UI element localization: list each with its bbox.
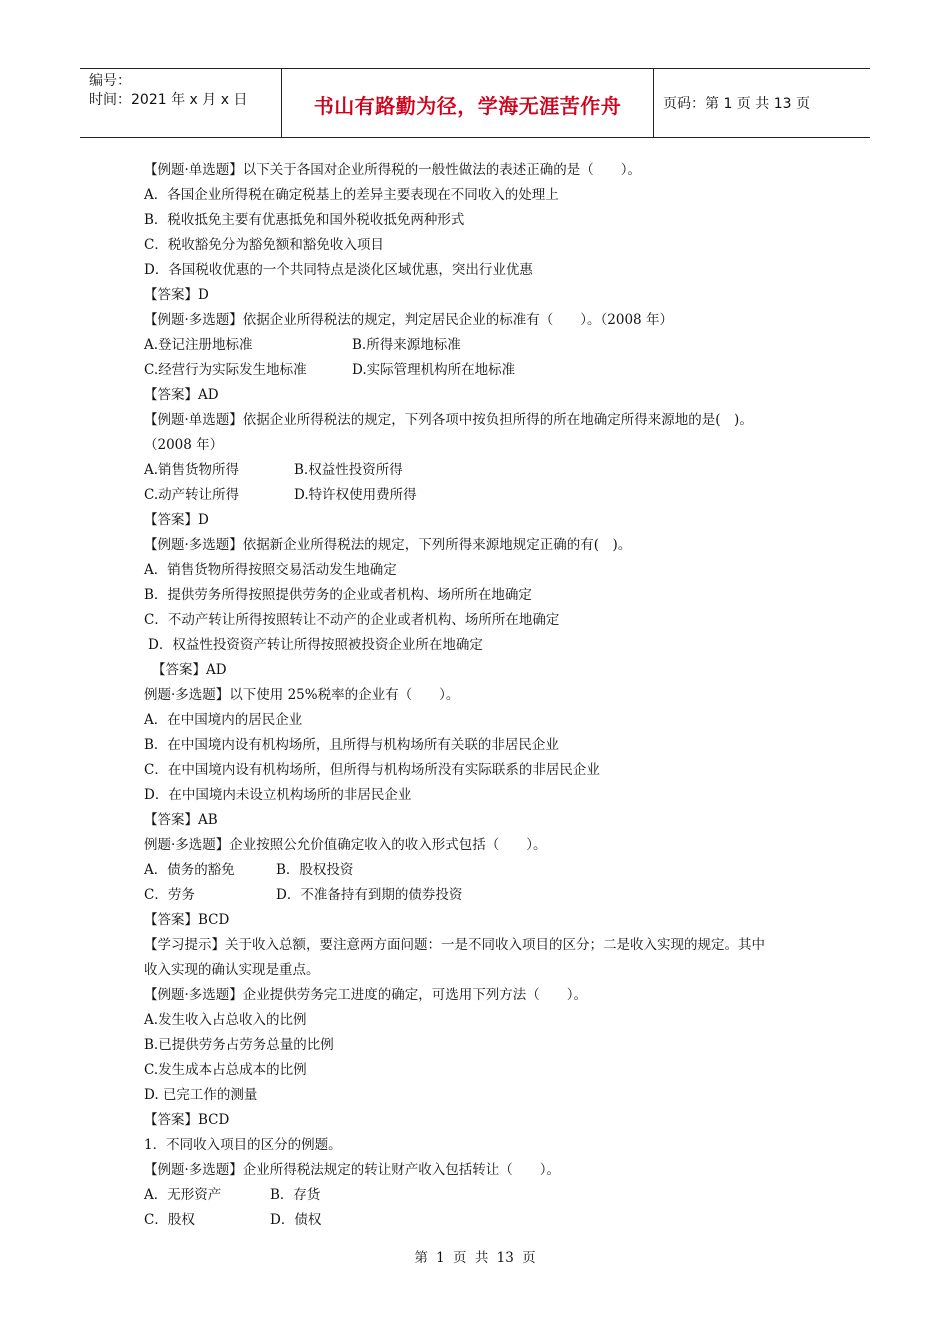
text-line: 【学习提示】关于收入总额，要注意两方面问题：一是不同收入项目的区分；二是收入实现的规定。其中: [144, 937, 765, 953]
text-line: [144, 883, 824, 908]
text-line: [144, 358, 824, 383]
text-line: 【例题·多选题】依据新企业所得税法的规定，下列所得来源地规定正确的有( )。: [144, 537, 632, 553]
text-line: 【例题·单选题】依据企业所得税法的规定，下列各项中按负担所得的所在地确定所得来源地的是( )。: [144, 412, 753, 428]
text-line: 【答案】AB: [144, 812, 218, 828]
text-line: C．不动产转让所得按照转让不动产的企业或者机构、场所所在地确定: [144, 612, 560, 628]
option-item: B.权益性投资所得: [294, 462, 403, 478]
option-item: B．存货: [270, 1187, 321, 1203]
header-meta: [80, 69, 282, 137]
text-line: B．提供劳务所得按照提供劳务的企业或者机构、场所所在地确定: [144, 587, 532, 603]
option-item: A.销售货物所得: [144, 462, 240, 478]
text-line: [144, 858, 824, 883]
text-line: C.发生成本占总成本的比例: [144, 1062, 307, 1078]
text-line: B．在中国境内设有机构场所，且所得与机构场所有关联的非居民企业: [144, 737, 559, 753]
text-line: C．在中国境内设有机构场所，但所得与机构场所没有实际联系的非居民企业: [144, 762, 600, 778]
text-line: A．在中国境内的居民企业: [144, 712, 303, 728]
text-line: 【答案】D: [144, 512, 209, 528]
text-line: 【答案】AD: [144, 387, 219, 403]
option-item: A．无形资产: [144, 1187, 222, 1203]
footer-current-page: 1: [436, 1250, 445, 1266]
page-footer: [0, 1246, 950, 1266]
text-line: A．各国企业所得税在确定税基上的差异主要表现在不同收入的处理上: [144, 187, 559, 203]
text-line: （2008 年）: [144, 437, 224, 453]
header-motto: 书山有路勤为径，学海无涯苦作舟: [282, 69, 654, 137]
text-line: 【例题·单选题】以下关于各国对企业所得税的一般性做法的表述正确的是（ ）。: [144, 162, 642, 178]
footer-part: 共: [474, 1250, 489, 1266]
text-line: D．各国税收优惠的一个共同特点是淡化区域优惠，突出行业优惠: [144, 262, 533, 278]
text-line: C．税收豁免分为豁免额和豁免收入项目: [144, 237, 384, 253]
document-body: [144, 158, 824, 1233]
text-line: [144, 1183, 824, 1208]
option-item: C．股权: [144, 1212, 195, 1228]
text-line: A．销售货物所得按照交易活动发生地确定: [144, 562, 397, 578]
text-line: D．在中国境内未设立机构场所的非居民企业: [144, 787, 412, 803]
text-line: 【答案】BCD: [144, 912, 230, 928]
text-line: 例题·多选题】以下使用 25%税率的企业有（ ）。: [144, 687, 460, 703]
text-line: 【例题·多选题】企业所得税法规定的转让财产收入包括转让（ ）。: [144, 1162, 561, 1178]
option-item: D．债权: [270, 1212, 322, 1228]
document-number-label: 编号：: [89, 73, 131, 89]
text-line: [144, 483, 824, 508]
text-line: 1．不同收入项目的区分的例题。: [144, 1137, 342, 1153]
footer-part: 页: [522, 1250, 536, 1266]
text-line: 【答案】D: [144, 287, 209, 303]
document-time: 时间：2021 年 x 月 x 日: [89, 92, 248, 108]
option-item: C.动产转让所得: [144, 487, 240, 503]
text-line: B.已提供劳务占劳务总量的比例: [144, 1037, 334, 1053]
option-item: C.经营行为实际发生地标准: [144, 362, 307, 378]
header-page-info: 页码：第 1 页 共 13 页: [663, 96, 810, 112]
text-line: 【答案】AD: [152, 662, 227, 678]
page-header: [80, 68, 870, 138]
text-line: 【例题·多选题】依据企业所得税法的规定，判定居民企业的标准有（ ）。（2008 年）: [144, 312, 673, 328]
option-item: B.所得来源地标准: [352, 337, 461, 353]
text-line: 【答案】BCD: [144, 1112, 230, 1128]
option-item: D．不准备持有到期的债券投资: [276, 887, 463, 903]
text-line: 收入实现的确认实现是重点。: [144, 962, 320, 978]
footer-part: 页: [453, 1250, 467, 1266]
text-line: [144, 333, 824, 358]
text-line: 【例题·多选题】企业提供劳务完工进度的确定，可选用下列方法（ ）。: [144, 987, 588, 1003]
text-line: D. 已完工作的测量: [144, 1087, 258, 1103]
option-item: B．股权投资: [276, 862, 354, 878]
option-item: A．债务的豁免: [144, 862, 235, 878]
text-line: [144, 458, 824, 483]
text-line: [144, 1208, 824, 1233]
text-line: 例题·多选题】企业按照公允价值确定收入的收入形式包括（ ）。: [144, 837, 547, 853]
text-line: D．权益性投资资产转让所得按照被投资企业所在地确定: [148, 637, 483, 653]
option-item: A.登记注册地标准: [144, 337, 253, 353]
option-item: D.实际管理机构所在地标准: [352, 362, 516, 378]
footer-part: 第: [414, 1250, 428, 1266]
option-item: D.特许权使用费所得: [294, 487, 417, 503]
text-line: B．税收抵免主要有优惠抵免和国外税收抵免两种形式: [144, 212, 465, 228]
text-line: A.发生收入占总收入的比例: [144, 1012, 307, 1028]
footer-total-pages: 13: [496, 1250, 514, 1266]
option-item: C．劳务: [144, 887, 195, 903]
